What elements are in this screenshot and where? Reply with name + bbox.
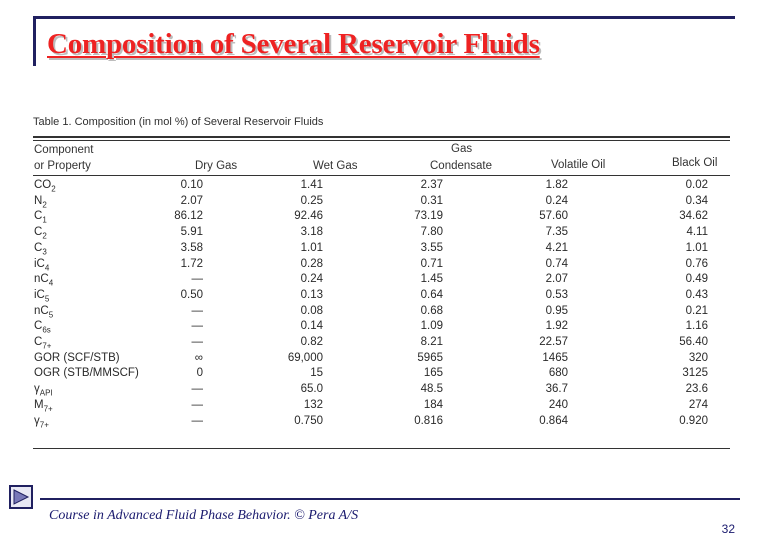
page-number: 32 bbox=[721, 522, 735, 536]
row-label-text: γ bbox=[34, 383, 40, 396]
row-label-text: nC bbox=[34, 304, 49, 317]
row-label-text: OGR (STB/MMSCF) bbox=[34, 367, 139, 380]
table-cell: 48.5 bbox=[420, 383, 443, 396]
table-cell: 0.34 bbox=[685, 194, 708, 207]
table-cell: 1.09 bbox=[420, 320, 443, 333]
footer-course-text: Course in Advanced Fluid Phase Behavior. © Pera A/S bbox=[49, 508, 359, 523]
table-cell: 0.750 bbox=[294, 414, 323, 427]
table-cell: 0.816 bbox=[414, 414, 443, 427]
table-cell: 0.14 bbox=[300, 320, 323, 333]
table-cell: — bbox=[191, 273, 203, 286]
row-label-subscript: 2 bbox=[51, 184, 56, 194]
table-cell: 3125 bbox=[682, 367, 708, 380]
table-cell: 0.21 bbox=[685, 304, 708, 317]
row-label-subscript: 7+ bbox=[39, 419, 49, 429]
row-label-text: CO bbox=[34, 179, 52, 191]
row-label bbox=[34, 289, 49, 303]
header-condensate: Condensate bbox=[430, 160, 493, 172]
table-cell: — bbox=[191, 398, 203, 411]
table-header-rule bbox=[33, 175, 730, 176]
table-cell: 680 bbox=[548, 367, 568, 380]
table-cell: 92.46 bbox=[294, 210, 323, 223]
table-top-rule-2 bbox=[33, 140, 730, 141]
table-cell: — bbox=[191, 414, 203, 427]
row-label-subscript: API bbox=[39, 388, 53, 398]
table-caption: Table 1. Composition (in mol %) of Several Reservoir Fluids bbox=[33, 116, 324, 128]
table-cell: 22.57 bbox=[539, 336, 568, 348]
table-cell: 0.76 bbox=[685, 257, 708, 270]
table-top-rule bbox=[33, 136, 730, 138]
table-bottom-rule bbox=[33, 448, 730, 449]
table-cell: 8.21 bbox=[420, 336, 443, 348]
table-cell: — bbox=[191, 320, 203, 333]
table-cell: 1.72 bbox=[180, 257, 203, 270]
slide-navigation-icon[interactable] bbox=[9, 485, 33, 509]
table-cell: 4.11 bbox=[686, 226, 708, 239]
table-cell: ∞ bbox=[194, 351, 203, 364]
table-cell: 0.25 bbox=[300, 194, 323, 207]
table-cell: 1.92 bbox=[545, 320, 568, 333]
table-cell: 0.24 bbox=[545, 194, 568, 207]
row-label bbox=[34, 320, 51, 334]
header-volatile-oil: Volatile Oil bbox=[551, 159, 606, 171]
row-label bbox=[34, 273, 53, 287]
footer-rule bbox=[40, 498, 740, 500]
table-cell: 0.82 bbox=[300, 336, 323, 348]
table-cell: 240 bbox=[548, 398, 568, 411]
table-cell: 0.50 bbox=[180, 288, 203, 301]
row-label bbox=[34, 210, 47, 224]
row-label-text: C bbox=[34, 336, 43, 348]
table-cell: 0.10 bbox=[180, 179, 203, 191]
table-cell: 3.58 bbox=[180, 241, 203, 254]
row-label bbox=[34, 383, 53, 397]
table-cell: 57.60 bbox=[539, 210, 568, 223]
row-label-subscript: 7+ bbox=[43, 404, 53, 414]
row-label bbox=[34, 242, 47, 256]
table-cell: 0.13 bbox=[300, 288, 323, 301]
row-label-text: M bbox=[34, 398, 44, 411]
table-cell: 7.80 bbox=[420, 226, 443, 239]
table-cell: 3.18 bbox=[300, 226, 323, 239]
table-cell: 132 bbox=[303, 398, 323, 411]
frame-top-line bbox=[33, 16, 735, 19]
table-cell: 2.07 bbox=[545, 273, 568, 286]
row-label-subscript: 2 bbox=[42, 231, 47, 241]
table-cell: 5.91 bbox=[180, 226, 203, 239]
table-cell: 0.920 bbox=[679, 414, 708, 427]
row-label-subscript: 7+ bbox=[42, 341, 52, 351]
slide-title: Composition of Several Reservoir Fluids bbox=[47, 28, 540, 60]
row-label bbox=[34, 226, 47, 240]
table-cell: 7.35 bbox=[545, 226, 568, 239]
table-cell: 1.45 bbox=[420, 273, 443, 286]
row-label-text: γ bbox=[34, 414, 40, 427]
row-label bbox=[34, 399, 53, 413]
header-component: Component bbox=[34, 144, 94, 156]
reservoir-fluids-table bbox=[33, 112, 730, 454]
table-cell: 1.16 bbox=[685, 320, 708, 333]
header-dry-gas: Dry Gas bbox=[195, 160, 238, 172]
navigation-arrow-icon bbox=[12, 488, 30, 506]
table-cell: 165 bbox=[423, 367, 443, 380]
table-cell: 0.02 bbox=[685, 179, 708, 191]
table-cell: 0.53 bbox=[545, 288, 568, 301]
row-label-subscript: 2 bbox=[42, 199, 47, 209]
table-cell: — bbox=[191, 336, 203, 348]
row-label-subscript: 1 bbox=[42, 215, 47, 225]
table-cell: 4.21 bbox=[545, 241, 568, 254]
row-label bbox=[34, 415, 49, 429]
row-label-text: nC bbox=[34, 273, 49, 286]
row-label-subscript: 5 bbox=[48, 309, 54, 319]
table-cell: 184 bbox=[423, 398, 443, 411]
table-cell: 73.19 bbox=[414, 210, 443, 223]
table-cell: 65.0 bbox=[300, 383, 323, 396]
table-cell: 0.74 bbox=[545, 257, 568, 270]
row-label-text: N bbox=[34, 194, 43, 207]
table-cell: 3.55 bbox=[420, 241, 443, 254]
row-label bbox=[34, 305, 53, 319]
table-cell: 0 bbox=[196, 367, 203, 380]
table-cell: 36.7 bbox=[545, 383, 568, 396]
table-cell: 1.01 bbox=[300, 241, 323, 254]
header-gas: Gas bbox=[451, 143, 473, 155]
table-cell: 15 bbox=[310, 367, 323, 380]
row-label-text: C bbox=[34, 320, 43, 333]
table-cell: 0.28 bbox=[300, 257, 323, 270]
table-cell: 0.864 bbox=[539, 414, 568, 427]
table-cell: 1.41 bbox=[300, 179, 323, 191]
row-label-subscript: 4 bbox=[44, 262, 50, 272]
row-label bbox=[34, 179, 56, 193]
row-label-subscript: 4 bbox=[48, 278, 54, 288]
table-cell: 0.64 bbox=[420, 288, 443, 301]
table-cell: 69,000 bbox=[287, 351, 323, 364]
row-label-text: iC bbox=[34, 257, 45, 270]
table-cell: 0.71 bbox=[420, 257, 443, 270]
table-cell: 1465 bbox=[542, 351, 568, 364]
table-cell: 0.08 bbox=[300, 304, 323, 317]
row-label-text: iC bbox=[34, 288, 45, 301]
table-cell: 0.43 bbox=[685, 288, 708, 301]
header-property: or Property bbox=[34, 160, 91, 172]
table-cell: — bbox=[191, 304, 203, 317]
table-cell: 0.49 bbox=[685, 273, 708, 286]
table-cell: 320 bbox=[688, 351, 708, 364]
row-label bbox=[34, 367, 139, 379]
row-label bbox=[34, 352, 120, 364]
table-cell: 1.82 bbox=[545, 179, 568, 191]
table-cell: 0.31 bbox=[420, 194, 443, 207]
table-cell: 274 bbox=[688, 398, 708, 411]
table-cell: 23.6 bbox=[685, 383, 708, 396]
table-cell: 0.68 bbox=[420, 304, 443, 317]
table-cell: 1.01 bbox=[685, 241, 708, 254]
frame-left-line bbox=[33, 16, 36, 66]
row-label-text: GOR (SCF/STB) bbox=[34, 351, 120, 364]
row-label-text: C bbox=[34, 210, 43, 223]
row-label-subscript: 5 bbox=[44, 294, 50, 304]
row-label bbox=[34, 336, 51, 350]
row-label bbox=[34, 195, 47, 209]
table-cell: 0.95 bbox=[545, 304, 568, 317]
table-cell: 56.40 bbox=[679, 336, 708, 348]
row-label-subscript: 6s bbox=[42, 325, 51, 335]
row-label-text: C bbox=[34, 241, 43, 254]
row-label-text: C bbox=[34, 226, 43, 239]
header-black-oil: Black Oil bbox=[672, 157, 718, 169]
table-cell: 34.62 bbox=[679, 210, 708, 223]
table-cell: 2.37 bbox=[420, 179, 443, 191]
table-cell: 2.07 bbox=[180, 194, 203, 207]
row-label bbox=[34, 258, 49, 272]
row-label-subscript: 3 bbox=[42, 247, 47, 257]
table-cell: 0.24 bbox=[300, 273, 323, 286]
header-wet-gas: Wet Gas bbox=[313, 160, 358, 172]
table-cell: 5965 bbox=[417, 351, 443, 364]
table-cell: — bbox=[191, 383, 203, 396]
table-cell: 86.12 bbox=[174, 210, 203, 223]
